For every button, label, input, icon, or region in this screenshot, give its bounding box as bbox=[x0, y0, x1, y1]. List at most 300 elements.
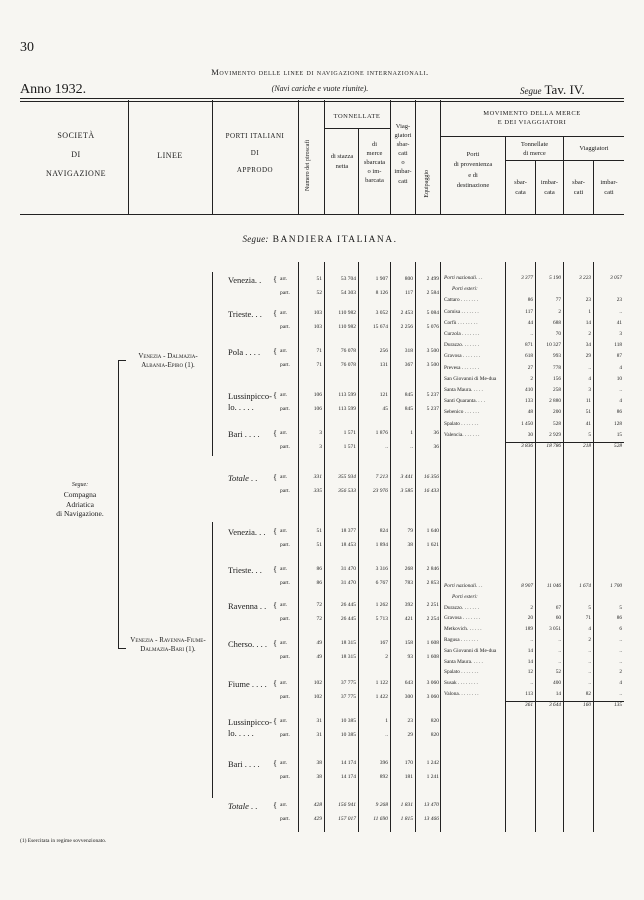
movement-cell: 10 bbox=[616, 375, 622, 382]
movement-cell: 20 bbox=[527, 615, 533, 622]
movement-cell: 117 bbox=[525, 308, 533, 315]
header-stazza-netta: di stazza netta bbox=[330, 153, 354, 170]
table-cell: 72 bbox=[316, 616, 322, 622]
col-sep bbox=[415, 100, 416, 214]
row-type: part. bbox=[280, 774, 290, 780]
movement-cell: 258 bbox=[553, 387, 561, 393]
table-cell: 3 060 bbox=[426, 694, 439, 700]
table-cell: 5 237 bbox=[426, 406, 439, 412]
table-cell: 38 bbox=[407, 542, 413, 548]
destination-port: Porti nazionali. . . bbox=[444, 275, 483, 281]
movement-cell: 778 bbox=[553, 364, 561, 371]
table-cell: .. bbox=[385, 444, 388, 450]
company-name: Segue: Compagna Adriatica di Navigazione. bbox=[56, 482, 104, 519]
table-cell: 113 599 bbox=[338, 392, 356, 398]
movement-cell: .. bbox=[619, 637, 622, 643]
table-cell: 86 bbox=[316, 566, 322, 572]
movement-cell: 14 bbox=[555, 691, 561, 697]
table-cell: 167 bbox=[379, 640, 388, 646]
table-cell: 1 bbox=[385, 718, 388, 724]
table-cell: 10 385 bbox=[340, 718, 356, 724]
port-name: Ravenna . . bbox=[228, 601, 267, 611]
page-title: Movimento delle linee di navigazione internazionali. bbox=[211, 67, 429, 77]
movement-cell: .. bbox=[530, 680, 533, 687]
destination-port: Santi Quaranta. . . . bbox=[444, 398, 485, 405]
table-cell: 23 976 bbox=[372, 488, 388, 494]
table-cell: 113 599 bbox=[338, 406, 356, 412]
brace-mark: { bbox=[273, 346, 278, 356]
movement-cell: 82 bbox=[585, 691, 591, 697]
destination-port: Porti nazionali. . . bbox=[444, 583, 483, 589]
movement-cell: 12 bbox=[527, 669, 533, 676]
row-type: part. bbox=[280, 324, 290, 330]
movement-cell: 993 bbox=[553, 353, 561, 360]
port-name: Venezia. . bbox=[228, 275, 262, 285]
brace-mark: { bbox=[273, 526, 278, 536]
table-cell: 37 775 bbox=[340, 680, 356, 686]
body-col-sep bbox=[415, 262, 416, 832]
table-cell: 3 441 bbox=[400, 474, 413, 480]
table-cell: 18 315 bbox=[340, 640, 356, 646]
row-type: arr. bbox=[280, 602, 288, 608]
destination-port: Porti esteri: bbox=[452, 593, 478, 600]
table-cell: 355 934 bbox=[338, 474, 356, 480]
table-cell: 1 621 bbox=[426, 542, 439, 548]
movement-cell: 23 bbox=[585, 297, 591, 304]
table-cell: 156 941 bbox=[338, 802, 356, 808]
table-cell: 1 242 bbox=[426, 760, 439, 766]
row-type: arr. bbox=[280, 640, 288, 646]
table-cell: 2 251 bbox=[426, 602, 439, 608]
table-cell: 2 499 bbox=[426, 276, 439, 282]
section-title: Segue: BANDIERA ITALIANA. bbox=[242, 234, 398, 245]
table-cell: 268 bbox=[404, 566, 413, 572]
table-cell: .. bbox=[385, 732, 388, 738]
table-cell: 5 076 bbox=[426, 324, 439, 330]
table-reference: Segue Tav. IV. bbox=[520, 82, 585, 97]
row-type: part. bbox=[280, 488, 290, 494]
movement-cell: 4 bbox=[588, 375, 591, 382]
destination-port: Gravosa . . . . . . . bbox=[444, 615, 481, 622]
table-cell: 15 674 bbox=[372, 324, 388, 330]
row-type: part. bbox=[280, 654, 290, 660]
table-cell: 3 500 bbox=[426, 348, 439, 354]
movement-cell: .. bbox=[588, 669, 591, 676]
table-cell: 7 213 bbox=[375, 474, 388, 480]
table-cell: 102 bbox=[313, 694, 322, 700]
year-label: Anno 1932. bbox=[20, 82, 87, 97]
table-cell: 102 bbox=[313, 680, 322, 686]
table-cell: 14 174 bbox=[340, 760, 356, 766]
table-cell: 10 385 bbox=[340, 732, 356, 738]
destination-port: Sebenico . . . . . . bbox=[444, 409, 480, 416]
table-cell: 256 bbox=[379, 348, 388, 354]
col-sep bbox=[440, 100, 441, 214]
table-cell: 158 bbox=[404, 640, 413, 646]
row-type: part. bbox=[280, 362, 290, 368]
movement-cell: 2 880 bbox=[549, 398, 561, 405]
movement-cell: .. bbox=[530, 331, 533, 337]
movement-cell: 86 bbox=[616, 409, 622, 416]
destination-port: Porti esteri: bbox=[452, 286, 478, 293]
table-cell: 845 bbox=[404, 406, 413, 412]
destination-port: San Giovanni di Me-dua bbox=[444, 647, 497, 654]
company-bracket bbox=[118, 648, 126, 649]
destination-port: Santa Maura. . . . . bbox=[444, 658, 483, 665]
table-cell: 2 256 bbox=[400, 324, 413, 330]
table-cell: 38 bbox=[316, 774, 322, 780]
destination-port: Prevesa . . . . . . . bbox=[444, 364, 480, 371]
header-viaggiatori-short: Viaggiatori bbox=[579, 145, 609, 152]
table-cell: 117 bbox=[404, 290, 413, 296]
movement-cell: 2 bbox=[588, 331, 591, 337]
destination-port: Ragusa . . . . . . . bbox=[444, 637, 479, 643]
movement-cell: 11 046 bbox=[546, 583, 561, 589]
movement-cell: 15 bbox=[616, 431, 622, 438]
total-label: Totale . . bbox=[228, 473, 258, 483]
table-cell: 3 052 bbox=[375, 310, 388, 316]
movement-cell: 70 bbox=[555, 331, 561, 337]
movement-cell: 3 223 bbox=[579, 275, 591, 281]
header-societa: SOCIETÀ DI NAVIGAZIONE bbox=[45, 131, 106, 179]
movement-cell: 67 bbox=[555, 604, 561, 611]
table-cell: 71 bbox=[316, 362, 322, 368]
movement-cell: 2 bbox=[530, 604, 533, 611]
line-bracket bbox=[212, 522, 213, 798]
row-type: arr. bbox=[280, 680, 288, 686]
table-cell: 3 bbox=[319, 430, 322, 436]
row-type: arr. bbox=[280, 528, 288, 534]
movement-cell: 361 bbox=[525, 701, 533, 708]
sub-rule bbox=[324, 128, 390, 129]
sub-rule bbox=[505, 160, 624, 161]
brace-mark: { bbox=[273, 716, 278, 726]
company-bracket bbox=[118, 360, 126, 361]
destination-port: Santa Maura. . . . . bbox=[444, 387, 483, 393]
table-cell: 121 bbox=[379, 392, 388, 398]
brace-mark: { bbox=[273, 274, 278, 284]
table-cell: 51 bbox=[316, 542, 322, 548]
table-cell: 31 470 bbox=[340, 566, 356, 572]
destination-port: Durazzo. . . . . . . bbox=[444, 604, 480, 611]
movement-cell: 8 907 bbox=[521, 583, 533, 589]
movement-cell: 1 700 bbox=[610, 583, 622, 589]
movement-cell: 5 bbox=[619, 604, 622, 611]
table-cell: 1 608 bbox=[426, 640, 439, 646]
table-cell: 23 bbox=[407, 718, 413, 724]
movement-cell: 2 bbox=[619, 669, 622, 676]
row-type: part. bbox=[280, 444, 290, 450]
row-type: part. bbox=[280, 732, 290, 738]
table-cell: 5 713 bbox=[375, 616, 388, 622]
brace-mark: { bbox=[273, 678, 278, 688]
header-sbarcati: sbar- cati bbox=[572, 179, 585, 196]
movement-cell: 135 bbox=[614, 701, 622, 708]
movement-cell: 1 bbox=[588, 308, 591, 315]
table-cell: 51 bbox=[316, 276, 322, 282]
table-cell: 79 bbox=[407, 528, 413, 534]
destination-port: Spalato . . . . . . . bbox=[444, 420, 479, 427]
table-cell: 49 bbox=[316, 654, 322, 660]
row-type: part. bbox=[280, 580, 290, 586]
line-bracket bbox=[212, 272, 213, 456]
table-cell: 26 445 bbox=[340, 616, 356, 622]
row-type: arr. bbox=[280, 718, 288, 724]
destination-port: Valona. . . . . . . . bbox=[444, 691, 479, 697]
table-cell: 1 608 bbox=[426, 654, 439, 660]
header-linee: LINEE bbox=[157, 151, 183, 160]
movement-cell: 4 bbox=[619, 680, 622, 687]
body-col-sep bbox=[358, 262, 359, 832]
page-subtitle: (Navi cariche e vuote riunite). bbox=[271, 84, 369, 93]
brace-mark: { bbox=[273, 758, 278, 768]
destination-port: Cattaro . . . . . . . bbox=[444, 297, 479, 304]
table-cell: 29 bbox=[407, 732, 413, 738]
table-cell: 13 470 bbox=[423, 802, 439, 808]
movement-cell: 2 bbox=[530, 375, 533, 382]
movement-cell: 52 bbox=[555, 669, 561, 676]
table-cell: 93 bbox=[407, 654, 413, 660]
movement-cell: 3 bbox=[619, 331, 622, 337]
page-number: 30 bbox=[20, 40, 34, 55]
table-cell: 37 775 bbox=[340, 694, 356, 700]
header-imbarcata: imbar- cata bbox=[540, 179, 559, 196]
table-cell: 8 126 bbox=[375, 290, 388, 296]
table-cell: 18 315 bbox=[340, 654, 356, 660]
col-sep bbox=[324, 100, 325, 214]
table-cell: 103 bbox=[313, 310, 322, 316]
header-imbarcati: imbar- cati bbox=[600, 179, 618, 196]
port-name: Pola . . . . bbox=[228, 347, 261, 357]
destination-port: Gravosa . . . . . . . bbox=[444, 353, 481, 360]
table-cell: 170 bbox=[404, 760, 413, 766]
movement-cell: .. bbox=[588, 647, 591, 654]
brace-mark: { bbox=[273, 428, 278, 438]
table-cell: 9 268 bbox=[375, 802, 388, 808]
port-name: Fiume . . . . bbox=[228, 679, 267, 689]
table-cell: 331 bbox=[313, 474, 322, 480]
brace-mark: { bbox=[273, 308, 278, 318]
table-cell: 2 bbox=[385, 654, 388, 660]
table-cell: 335 bbox=[313, 488, 322, 494]
header-tonnellate: TONNELLATE bbox=[333, 113, 381, 120]
table-cell: 51 bbox=[316, 528, 322, 534]
table-cell: 1 571 bbox=[343, 430, 356, 436]
movement-cell: 18 786 bbox=[546, 443, 561, 449]
movement-cell: .. bbox=[619, 387, 622, 393]
table-cell: 131 bbox=[379, 362, 388, 368]
table-cell: 52 bbox=[316, 290, 322, 296]
table-cell: 86 bbox=[316, 580, 322, 586]
col-sep bbox=[298, 100, 299, 214]
movement-cell: 27 bbox=[527, 364, 533, 371]
movement-cell: 528 bbox=[614, 443, 622, 449]
movement-cell: 86 bbox=[616, 615, 622, 622]
movement-cell: 41 bbox=[616, 319, 622, 326]
table-cell: 783 bbox=[404, 580, 413, 586]
brace-mark: { bbox=[273, 564, 278, 574]
table-cell: 31 bbox=[316, 718, 322, 724]
table-cell: 106 bbox=[313, 392, 322, 398]
table-cell: 110 982 bbox=[338, 310, 356, 316]
total-label: Totale . . bbox=[228, 801, 258, 811]
table-cell: 38 bbox=[316, 760, 322, 766]
movement-cell: 34 bbox=[585, 342, 591, 349]
row-type: part. bbox=[280, 542, 290, 548]
table-cell: 26 445 bbox=[340, 602, 356, 608]
port-name: Lussinpicco-lo. . . . . bbox=[228, 391, 272, 412]
port-name: Bari . . . . bbox=[228, 429, 260, 439]
movement-cell: .. bbox=[588, 658, 591, 665]
movement-cell: 410 bbox=[525, 387, 533, 393]
table-cell: 318 bbox=[404, 348, 413, 354]
table-cell: 36 bbox=[433, 430, 439, 436]
table-cell: 5 084 bbox=[426, 310, 439, 316]
row-type: arr. bbox=[280, 566, 288, 572]
header-porti: PORTI ITALIANI DI APPRODO bbox=[225, 132, 285, 174]
movement-cell: 160 bbox=[583, 701, 591, 708]
port-name: Trieste. . . bbox=[228, 565, 262, 575]
movement-cell: 11 bbox=[585, 398, 591, 405]
table-cell: 367 bbox=[404, 362, 413, 368]
table-cell: 71 bbox=[316, 348, 322, 354]
table-cell: 1 122 bbox=[375, 680, 388, 686]
destination-port: Susak . . . . . . . . bbox=[444, 680, 478, 687]
destination-port: Curzola . . . . . . . bbox=[444, 331, 480, 337]
movement-cell: 218 bbox=[583, 443, 591, 449]
header-movimento: MOVIMENTO DELLA MERCE E DEI VIAGGIATORI bbox=[483, 110, 581, 127]
destination-port: Metkovich. . . . . . bbox=[444, 626, 482, 633]
table-cell: 2 853 bbox=[426, 580, 439, 586]
header-top-rule bbox=[20, 98, 624, 102]
header-porti-provenienza: Porti di provenienza e di destinazione bbox=[453, 151, 493, 190]
body-col-sep bbox=[298, 262, 299, 832]
table-cell: 106 bbox=[313, 406, 322, 412]
table-cell: 1 262 bbox=[375, 602, 388, 608]
movement-cell: 2 bbox=[588, 637, 591, 643]
movement-cell: 77 bbox=[555, 297, 561, 304]
table-cell: 1 815 bbox=[400, 816, 413, 822]
movement-cell: .. bbox=[558, 637, 561, 643]
movement-cell: .. bbox=[558, 647, 561, 654]
table-cell: 16 433 bbox=[423, 488, 439, 494]
movement-cell: 3 057 bbox=[610, 275, 622, 281]
movement-cell: 688 bbox=[553, 319, 561, 326]
movement-cell: 4 bbox=[588, 626, 591, 633]
table-cell: 31 bbox=[316, 732, 322, 738]
movement-cell: 5 190 bbox=[549, 275, 561, 281]
row-type: arr. bbox=[280, 348, 288, 354]
table-cell: 892 bbox=[379, 774, 388, 780]
movement-cell: 29 bbox=[585, 353, 591, 360]
movement-cell: 60 bbox=[555, 615, 561, 622]
movement-cell: 871 bbox=[525, 342, 533, 349]
table-cell: 36 bbox=[433, 444, 439, 450]
table-cell: 2 254 bbox=[426, 616, 439, 622]
movement-cell: .. bbox=[588, 364, 591, 371]
table-cell: 356 533 bbox=[338, 488, 356, 494]
movement-cell: 618 bbox=[525, 353, 533, 360]
table-cell: 1 bbox=[410, 430, 413, 436]
table-cell: 53 704 bbox=[340, 276, 356, 282]
movement-cell: 400 bbox=[553, 680, 561, 687]
movement-cell: .. bbox=[558, 658, 561, 665]
table-cell: 6 767 bbox=[375, 580, 388, 586]
table-cell: 824 bbox=[379, 528, 388, 534]
movement-cell: 2 929 bbox=[549, 431, 561, 438]
table-cell: 820 bbox=[430, 732, 439, 738]
movement-cell: 87 bbox=[616, 353, 622, 360]
line-name-2: Venezia - Ravenna-Fiume-Dalmazia-Bari (1). bbox=[130, 636, 206, 654]
destination-port: San Giovanni di Me-dua bbox=[444, 375, 497, 382]
table-cell: 54 303 bbox=[340, 290, 356, 296]
row-type: part. bbox=[280, 406, 290, 412]
table-cell: 5 237 bbox=[426, 392, 439, 398]
row-type: arr. bbox=[280, 802, 288, 808]
row-type: arr. bbox=[280, 474, 288, 480]
table-cell: 429 bbox=[313, 816, 322, 822]
table-cell: 1 831 bbox=[400, 802, 413, 808]
table-cell: 76 078 bbox=[340, 362, 356, 368]
sub-rule bbox=[440, 136, 624, 137]
movement-cell: 71 bbox=[585, 615, 591, 622]
movement-cell: .. bbox=[619, 308, 622, 315]
movement-cell: 3 836 bbox=[521, 443, 533, 449]
movement-cell: 3 bbox=[588, 387, 591, 393]
port-name: Trieste. . . bbox=[228, 309, 262, 319]
header-viaggiatori: Viag- giatori sbar- cati o imbar- cati bbox=[394, 123, 412, 185]
body-col-sep bbox=[390, 262, 391, 832]
table-cell: 3 316 bbox=[375, 566, 388, 572]
table-cell: 49 bbox=[316, 640, 322, 646]
footnote: (1) Esercitata in regime sovvenzionato. bbox=[20, 838, 107, 844]
movement-cell: 44 bbox=[527, 319, 533, 326]
row-type: arr. bbox=[280, 430, 288, 436]
row-type: arr. bbox=[280, 276, 288, 282]
movement-cell: 118 bbox=[614, 342, 622, 349]
table-cell: 643 bbox=[404, 680, 413, 686]
row-type: part. bbox=[280, 616, 290, 622]
movement-cell: 113 bbox=[525, 691, 533, 697]
table-cell: 392 bbox=[404, 602, 413, 608]
table-cell: 18 453 bbox=[340, 542, 356, 548]
port-name: Venezia. . . bbox=[228, 527, 266, 537]
table-cell: 820 bbox=[430, 718, 439, 724]
table-cell: 1 640 bbox=[426, 528, 439, 534]
destination-port: Corfù . . . . . . . . bbox=[444, 319, 478, 326]
movement-cell: 200 bbox=[553, 409, 561, 416]
port-name: Cherso. . . . bbox=[228, 639, 267, 649]
brace-mark: { bbox=[273, 472, 278, 482]
row-type: part. bbox=[280, 694, 290, 700]
movement-cell: 6 bbox=[619, 626, 622, 633]
row-type: part. bbox=[280, 290, 290, 296]
movement-cell: .. bbox=[619, 691, 622, 697]
table-cell: 800 bbox=[404, 276, 413, 282]
movement-cell: 51 bbox=[585, 409, 591, 416]
brace-mark: { bbox=[273, 390, 278, 400]
movement-cell: .. bbox=[619, 658, 622, 665]
header-bottom-rule bbox=[20, 214, 624, 215]
table-cell: 72 bbox=[316, 602, 322, 608]
movement-cell: 10 327 bbox=[546, 342, 561, 349]
movement-cell: 128 bbox=[614, 420, 622, 427]
body-col-sep bbox=[440, 262, 441, 832]
movement-cell: .. bbox=[530, 637, 533, 643]
movement-cell: 23 bbox=[616, 297, 622, 304]
row-type: arr. bbox=[280, 310, 288, 316]
movement-cell: 189 bbox=[525, 626, 533, 633]
